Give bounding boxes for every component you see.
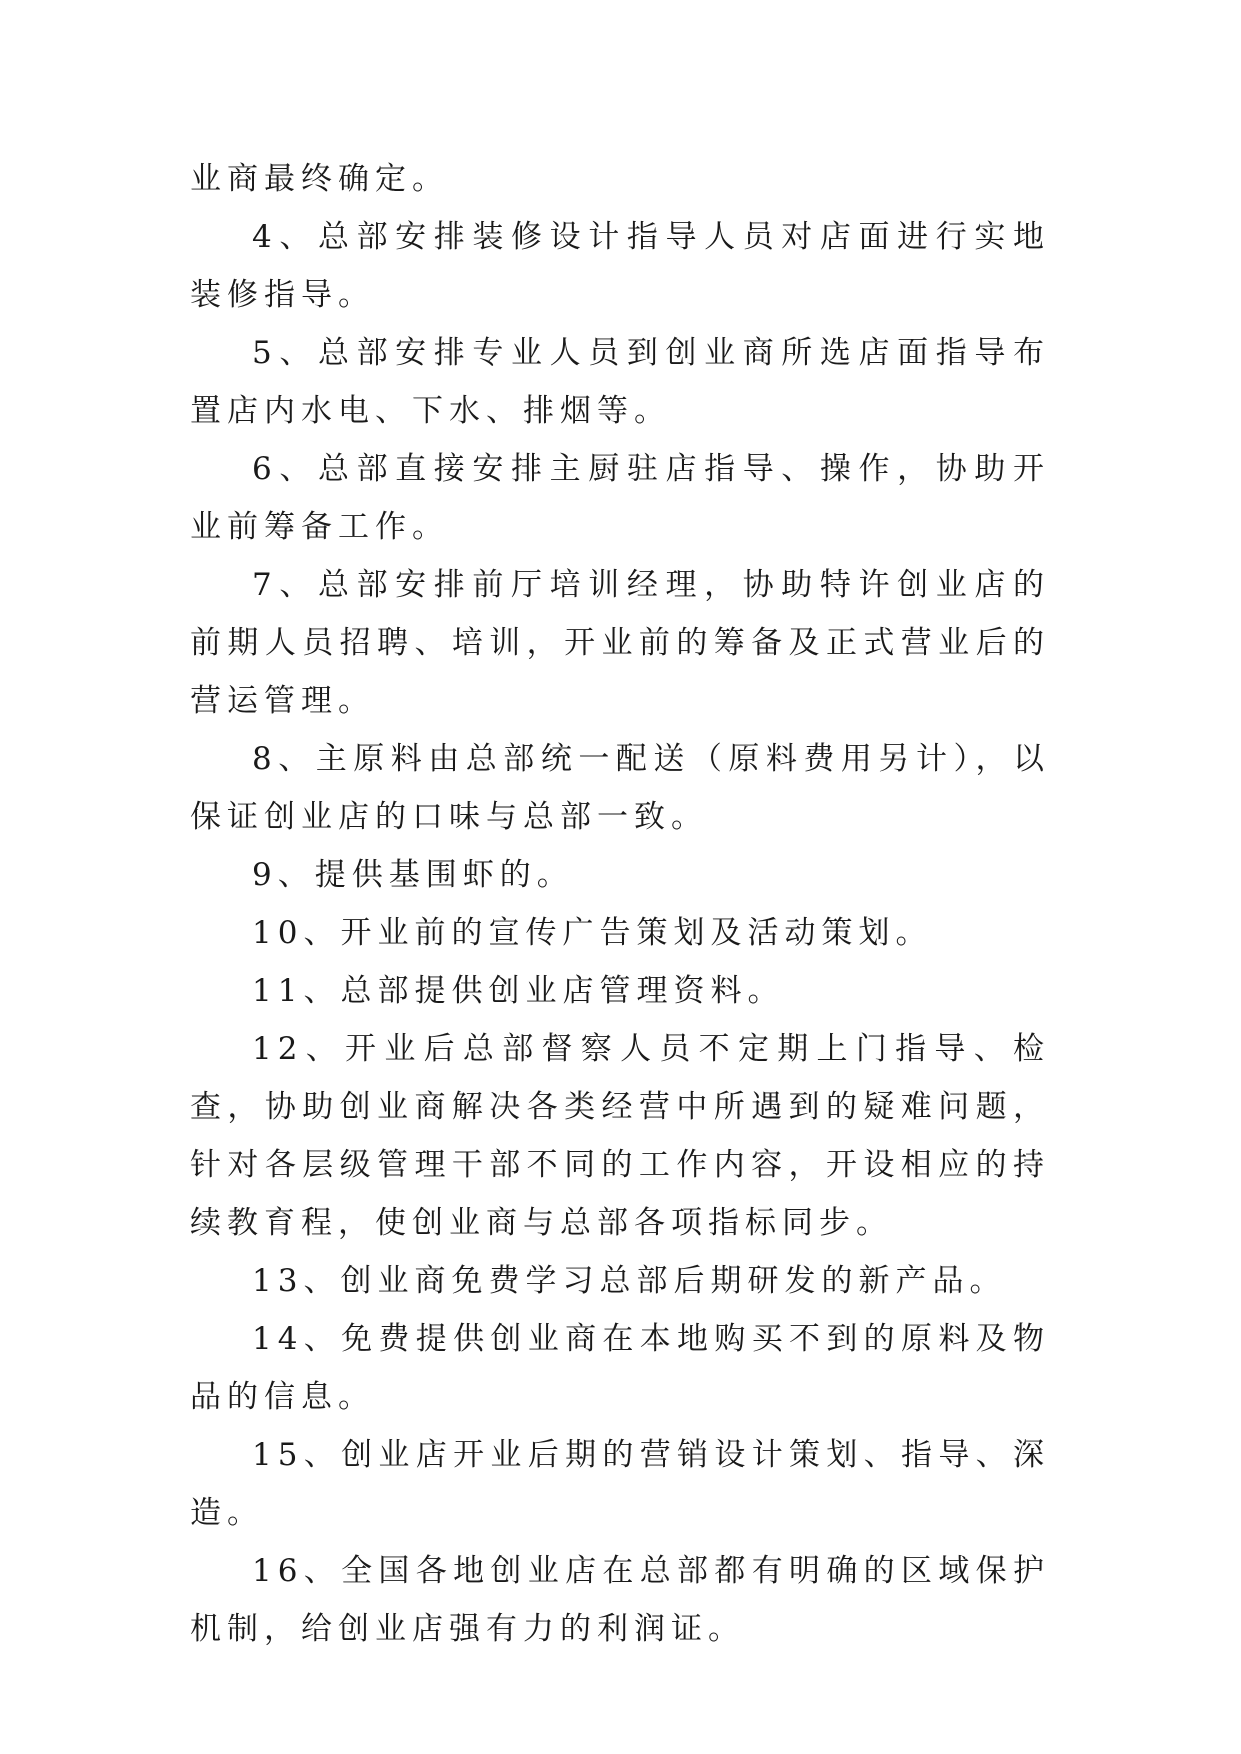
paragraph-item-13: 13、创业商免费学习总部后期研发的新产品。: [252, 1263, 1007, 1299]
paragraph-item-14: 14、免费提供创业商在本地购买不到的原料及物品的信息。: [190, 1321, 1050, 1415]
paragraph-item-12: 12、开业后总部督察人员不定期上门指导、检查，协助创业商解决各类经营中所遇到的疑难问题，针对各层级管理干部不同的工作内容，开设相应的持续教育程，使创业商与总部各项指标同步。: [190, 1031, 1050, 1241]
paragraph-item-6: 6、总部直接安排主厨驻店指导、操作，协助开业前筹备工作。: [190, 451, 1050, 545]
paragraph-item-15: 15、创业店开业后期的营销设计策划、指导、深造。: [190, 1437, 1050, 1531]
paragraph-item-10: 10、开业前的宣传广告策划及活动策划。: [252, 915, 933, 951]
paragraph-item-8: 8、主原料由总部统一配送（原料费用另计），以保证创业店的口味与总部一致。: [190, 741, 1050, 835]
paragraph-continuation: 业商最终确定。: [190, 161, 449, 197]
paragraph-item-11: 11、总部提供创业店管理资料。: [252, 973, 785, 1009]
paragraph-item-4: 4、总部安排装修设计指导人员对店面进行实地装修指导。: [190, 219, 1050, 313]
paragraph-item-16: 16、全国各地创业店在总部都有明确的区域保护机制，给创业店强有力的利润证。: [190, 1553, 1050, 1647]
document-body: [190, 150, 1050, 1658]
paragraph-item-7: 7、总部安排前厅培训经理，协助特许创业店的前期人员招聘、培训，开业前的筹备及正式营业后的营运管理。: [190, 567, 1050, 719]
paragraph-item-9: 9、提供基围虾的。: [252, 857, 574, 893]
paragraph-item-5: 5、总部安排专业人员到创业商所选店面指导布置店内水电、下水、排烟等。: [190, 335, 1050, 429]
